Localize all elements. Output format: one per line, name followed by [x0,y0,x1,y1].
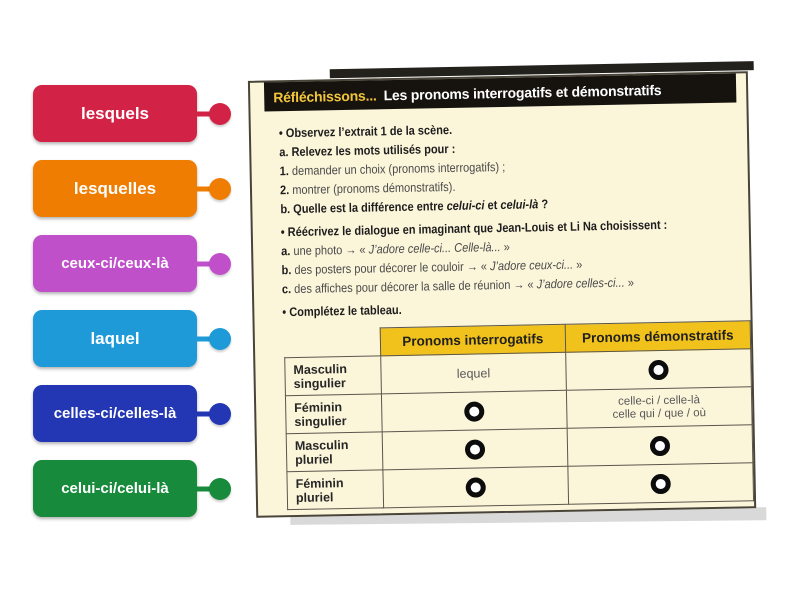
text-segment: • Complétez le tableau. [282,302,402,320]
text-segment: J’adore ceux-ci... [489,257,574,274]
text-segment: » [572,257,583,272]
text-segment: demander un choix (pronoms interrogatifs) ; [288,159,506,179]
answer-choice-label: lesquelles [73,178,157,198]
pronoun-table [284,320,754,510]
answer-choice[interactable] [33,385,197,442]
answer-target[interactable] [650,435,670,455]
answer-choice[interactable] [33,310,197,367]
column-header: Pronoms démonstratifs [565,321,751,353]
choices-column [33,85,197,535]
instructions [279,115,751,322]
answer-choice-label: celles-ci/celles-là [53,405,177,422]
titlebar-lead: Réfléchissons... [273,86,377,105]
text-segment: b. Quelle est la différence entre [280,199,447,217]
text-segment: • Réécrivez le dialogue en imaginant que Jean-Louis et Li Na choisissent : [280,217,668,240]
answer-target[interactable] [650,473,670,493]
answer-target[interactable] [464,401,484,421]
text-segment: montrer (pronoms démonstratifs). [289,179,456,198]
text-segment: a. [281,244,291,259]
row-header: Féminin singulier [285,394,382,434]
column-header: Pronoms interrogatifs [380,324,565,356]
answer-choice[interactable] [33,235,197,292]
text-segment: J’adore celle-ci... Celle-là... [368,240,501,257]
text-segment: celui-ci [446,198,485,214]
cell-text: celle-ci / celle-là celle qui / que / où [612,393,707,421]
answer-choice-label: lesquels [80,103,150,123]
text-segment: » [500,239,510,255]
table-cell [381,352,567,394]
row-header: Masculin pluriel [286,432,383,472]
text-segment: a. Relevez les mots utilisés pour : [279,141,456,160]
connector-knob [209,103,231,125]
answer-target[interactable] [465,477,485,497]
table-cell [565,349,751,391]
answer-choice[interactable] [33,460,197,517]
answer-target[interactable] [648,359,668,379]
row-header: Masculin singulier [285,356,382,396]
table-cell [568,463,754,505]
text-segment: b. [281,263,292,278]
cell-text: lequel [456,365,491,381]
text-segment: 2. [279,183,290,198]
worksheet-page [248,71,756,518]
titlebar-title: Les pronoms interrogatifs et démonstratifs [383,81,662,103]
table-corner [284,328,381,358]
worksheet-photo [242,55,765,529]
row-header: Féminin pluriel [287,470,384,510]
connector-knob [209,253,231,275]
pronoun-table-body [284,321,753,510]
text-segment: c. [281,282,292,297]
text-segment: J’adore celles-ci... [536,275,625,292]
text-segment: 1. [279,164,289,179]
answer-choice-label: ceux-ci/ceux-là [61,255,169,272]
table-cell [382,428,568,470]
table-cell [566,387,752,429]
text-segment: des posters pour décorer le couloir → « [291,259,491,278]
text-segment: et [484,198,501,213]
text-segment: des affiches pour décorer la salle de réunion → « [290,277,537,297]
text-segment: » [624,275,635,290]
connector-knob [209,403,231,425]
text-segment: une photo → « [290,242,369,259]
connector-knob [209,178,231,200]
answer-choice[interactable] [33,160,197,217]
instruction-line [282,295,694,322]
answer-choice-label: laquel [90,328,140,348]
answer-choice[interactable] [33,85,197,142]
connector-knob [209,478,231,500]
text-segment: ? [538,197,549,212]
connector-knob [209,328,231,350]
answer-choice-label: celui-ci/celui-là [61,480,169,497]
table-cell [567,425,753,467]
table-row [287,463,754,510]
table-cell [383,466,569,508]
text-segment: celui-là [500,197,539,213]
answer-target[interactable] [465,439,485,459]
text-segment: • Observez l’extrait 1 de la scène. [278,122,453,141]
table-cell [381,390,567,432]
